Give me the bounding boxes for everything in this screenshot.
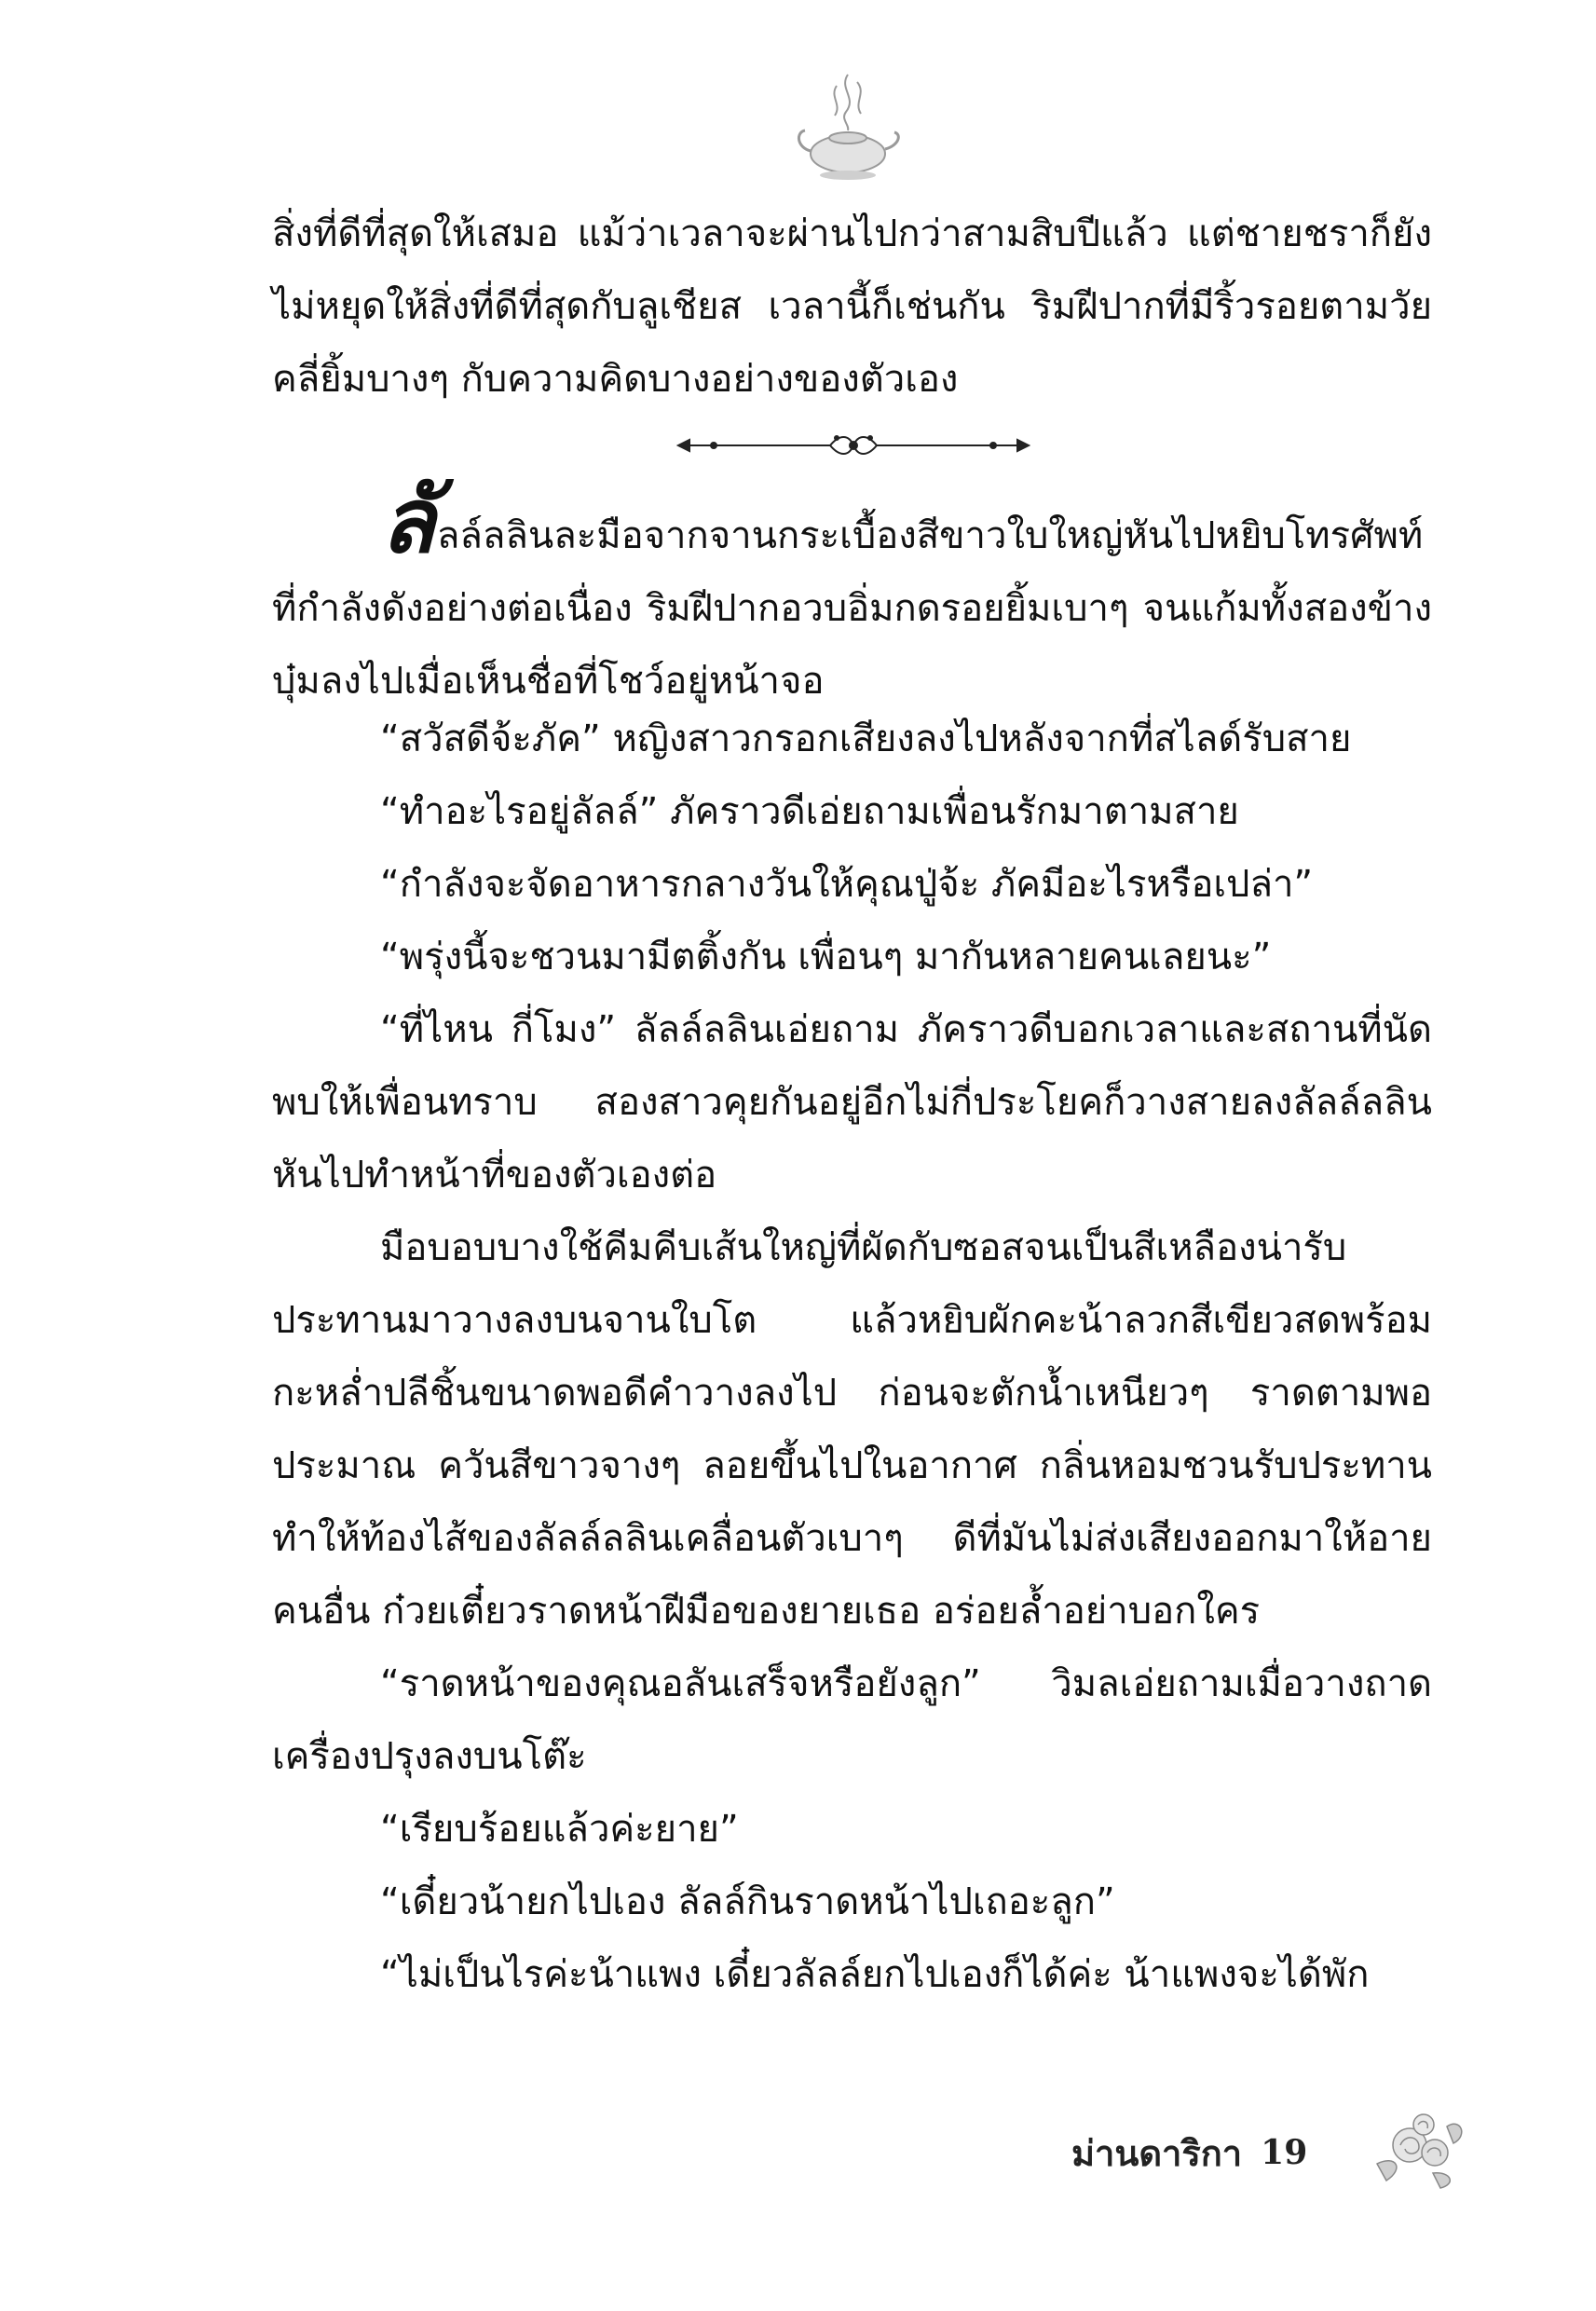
teapot-ornament-icon	[792, 65, 904, 186]
drop-cap: ลั	[380, 468, 435, 573]
paragraph: “พรุ่งนี้จะชวนมามีตติ้งกัน เพื่อนๆ มากันหลายคนเลยนะ”	[380, 936, 1272, 978]
dropcap-paragraph	[272, 468, 1432, 718]
rose-bouquet-icon	[1368, 2099, 1470, 2192]
paragraph-continuation: สิ่งที่ดีที่สุดให้เสมอ แม้ว่าเวลาจะผ่านไปกว่าสามสิบปีแล้ว แต่ชายชราก็ยังไม่หยุดให้สิ่งที่ดีที่สุดกับลูเชียส เวลานี้ก็เช่นกัน ริมฝีปากที่มีริ้วรอยตามวัยคลี่ยิ้มบางๆ กับความคิดบางอย่างของตัวเอง	[272, 212, 1432, 401]
paragraph: “ที่ไหน กี่โมง” ลัลล์ลลินเอ่ยถาม ภัคราวดีบอกเวลาและสถานที่นัดพบให้เพื่อนทราบ สองสาวคุยกันอยู่อีกไม่กี่ประโยคก็วางสายลงลัลล์ลลินหันไปทำหน้าที่ของตัวเองต่อ	[272, 1008, 1432, 1197]
paragraph: “สวัสดีจ้ะภัค” หญิงสาวกรอกเสียงลงไปหลังจากที่สไลด์รับสาย	[380, 718, 1352, 760]
paragraph: “ทำอะไรอยู่ลัลล์” ภัคราวดีเอ่ยถามเพื่อนรักมาตามสาย	[380, 790, 1239, 833]
flourish-divider-icon	[676, 425, 1030, 466]
text-block-top	[272, 198, 1432, 416]
paragraph: มือบอบบางใช้คีมคีบเส้นใหญ่ที่ผัดกับซอสจนเป็นสีเหลืองน่ารับประทานมาวางลงบนจานใบโต แล้วหยิบผักคะน้าลวกสีเขียวสดพร้อมกะหล่ำปลีชิ้นขนาดพอดีคำวางลงไป ก่อนจะตักน้ำเหนียวๆ ราดตามพอประมาณ ควันสีขาวจางๆ ลอยขึ้นไปในอากาศ กลิ่นหอมชวนรับประทาน ทำให้ท้องไส้ของลัลล์ลลินเคลื่อนตัวเบาๆ ดีที่มันไม่ส่งเสียงออกมาให้อายคนอื่น ก๋วยเตี๋ยวราดหน้าฝีมือของยายเธอ อร่อยล้ำอย่าบอกใคร	[272, 1226, 1432, 1633]
dropcap-paragraph-text: ลล์ลลินละมือจากจานกระเบื้องสีขาวใบใหญ่หันไปหยิบโทรศัพท์ที่กำลังดังอย่างต่อเนื่อง ริมฝีปากอวบอิ่มกดรอยยิ้มเบาๆ จนแก้มทั้งสองข้างบุ๋มลงไปเมื่อเห็นชื่อที่โชว์อยู่หน้าจอ	[272, 514, 1432, 703]
paragraph: “ไม่เป็นไรค่ะน้าแพง เดี๋ยวลัลล์ยกไปเองก็ได้ค่ะ น้าแพงจะได้พัก	[380, 1953, 1370, 1996]
paragraph: “ราดหน้าของคุณอลันเสร็จหรือยังลูก” วิมลเอ่ยถามเมื่อวางถาดเครื่องปรุงลงบนโต๊ะ	[272, 1662, 1432, 1778]
text-block-body	[272, 703, 1432, 2011]
page-number: 19	[1261, 2133, 1308, 2172]
paragraph: “เรียบร้อยแล้วค่ะยาย”	[380, 1808, 739, 1851]
paragraph: “กำลังจะจัดอาหารกลางวันให้คุณปู่จ้ะ ภัคมีอะไรหรือเปล่า”	[380, 863, 1314, 906]
book-title: ม่านดาริกา	[1071, 2132, 1243, 2174]
page-footer	[1071, 2115, 1307, 2190]
paragraph: “เดี๋ยวน้ายกไปเอง ลัลล์กินราดหน้าไปเถอะลูก”	[380, 1880, 1115, 1923]
